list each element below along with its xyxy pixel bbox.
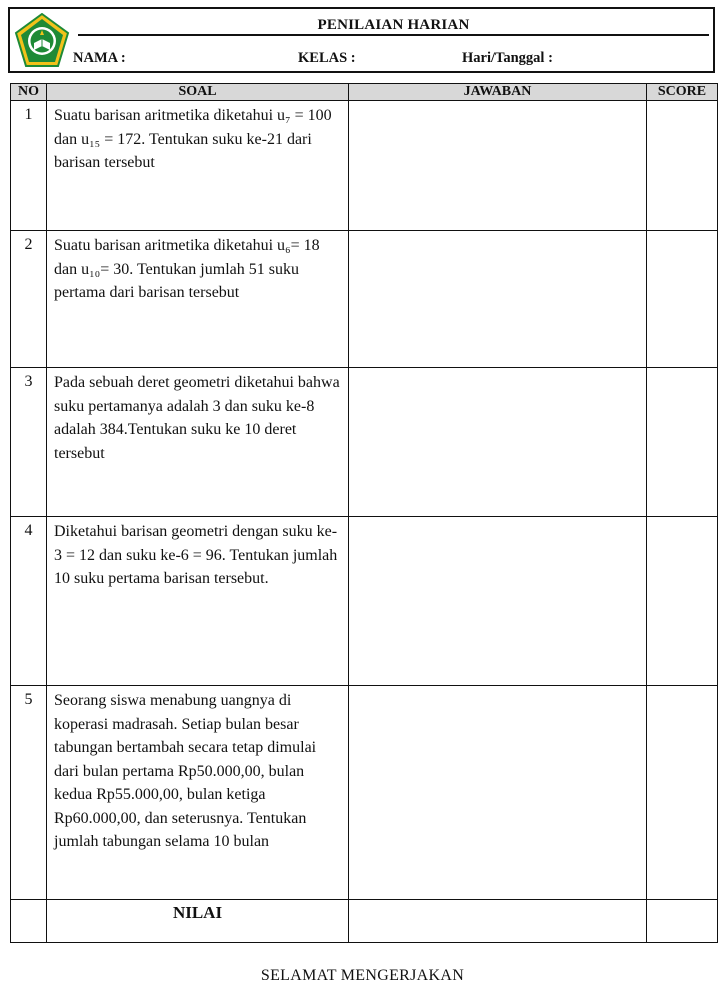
column-header-soal: SOAL bbox=[47, 84, 349, 101]
total-label: NILAI bbox=[47, 900, 349, 943]
question-number: 5 bbox=[11, 686, 47, 900]
total-score-cell[interactable] bbox=[647, 900, 718, 943]
answer-cell[interactable] bbox=[349, 231, 647, 368]
column-header-score: SCORE bbox=[647, 84, 718, 101]
question-text: Pada sebuah deret geometri diketahui bahwa suku pertamanya adalah 3 dan suku ke-8 adalah 384.Tentukan suku ke 10 deret tersebut bbox=[47, 368, 349, 517]
score-cell[interactable] bbox=[647, 101, 718, 231]
answer-cell[interactable] bbox=[349, 101, 647, 231]
question-text: Seorang siswa menabung uangnya di koperasi madrasah. Setiap bulan besar tabungan bertambah secara tetap dimulai dari bulan pertama Rp50.000,00, bulan kedua Rp55.000,00, bulan ketiga Rp60.000,00, dan seterusnya. Tentukan jumlah tabungan selama 10 bulan bbox=[47, 686, 349, 900]
question-number: 3 bbox=[11, 368, 47, 517]
name-label: NAMA : bbox=[73, 50, 126, 66]
total-row bbox=[11, 900, 718, 943]
total-answer-cell[interactable] bbox=[349, 900, 647, 943]
madrasah-logo-icon bbox=[14, 13, 70, 69]
date-label: Hari/Tanggal : bbox=[462, 50, 553, 66]
header-box bbox=[8, 7, 715, 73]
table-row bbox=[11, 686, 718, 900]
question-table bbox=[10, 83, 718, 943]
question-text: Suatu barisan aritmetika diketahui u₆= 18 dan u₁₀= 30. Tentukan jumlah 51 suku pertama dari barisan tersebut bbox=[47, 231, 349, 368]
score-cell[interactable] bbox=[647, 231, 718, 368]
score-cell[interactable] bbox=[647, 517, 718, 686]
question-number: 2 bbox=[11, 231, 47, 368]
table-row bbox=[11, 368, 718, 517]
table-row bbox=[11, 231, 718, 368]
class-label: KELAS : bbox=[298, 50, 356, 66]
score-cell[interactable] bbox=[647, 686, 718, 900]
answer-cell[interactable] bbox=[349, 368, 647, 517]
question-text: Diketahui barisan geometri dengan suku ke-3 = 12 dan suku ke-6 = 96. Tentukan jumlah 10 suku pertama barisan tersebut. bbox=[47, 517, 349, 686]
table-row bbox=[11, 517, 718, 686]
closing-message: SELAMAT MENGERJAKAN bbox=[260, 967, 465, 984]
answer-cell[interactable] bbox=[349, 686, 647, 900]
question-number: 1 bbox=[11, 101, 47, 231]
table-header-row bbox=[11, 84, 718, 101]
question-number: 4 bbox=[11, 517, 47, 686]
column-header-jawaban: JAWABAN bbox=[349, 84, 647, 101]
score-cell[interactable] bbox=[647, 368, 718, 517]
answer-cell[interactable] bbox=[349, 517, 647, 686]
header-divider bbox=[78, 34, 709, 36]
total-no-cell bbox=[11, 900, 47, 943]
question-text: Suatu barisan aritmetika diketahui u₇ = 100 dan u₁₅ = 172. Tentukan suku ke-21 dari barisan tersebut bbox=[47, 101, 349, 231]
column-header-no: NO bbox=[11, 84, 47, 101]
page-title: PENILAIAN HARIAN bbox=[317, 17, 470, 33]
table-row bbox=[11, 101, 718, 231]
